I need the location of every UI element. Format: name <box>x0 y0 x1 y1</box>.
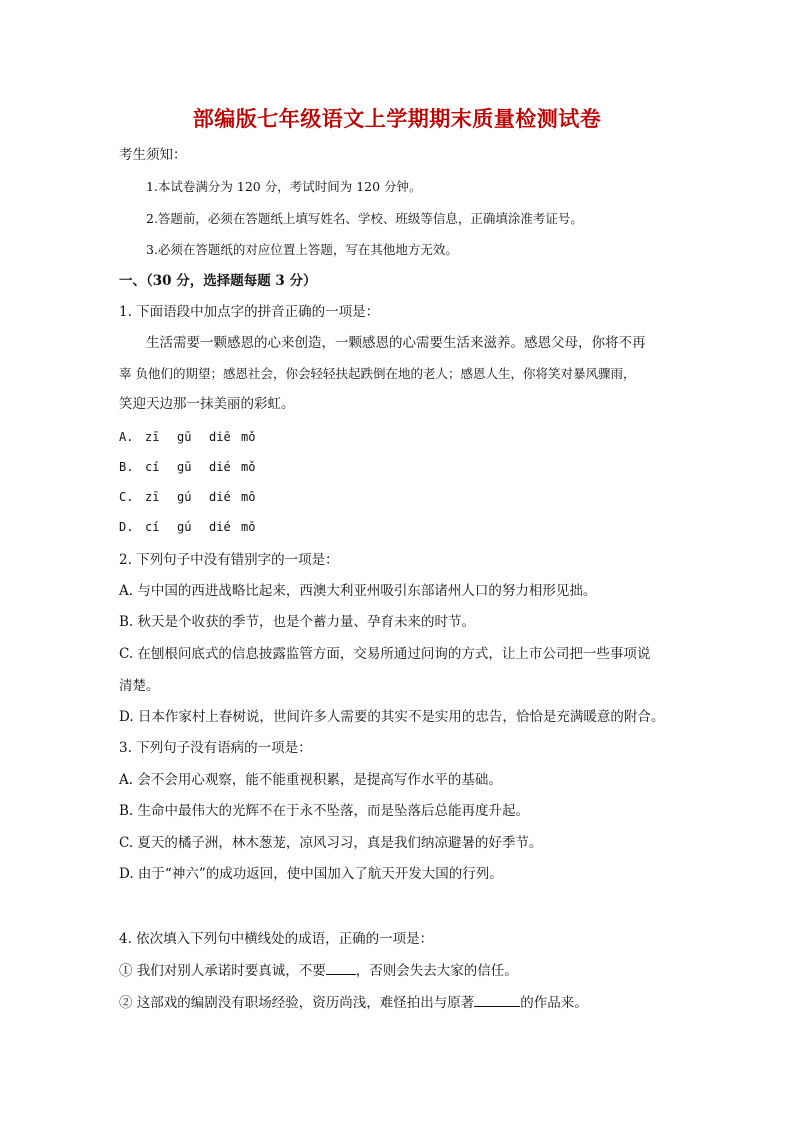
option-b: B. 秋天是个收获的季节，也是个蓄力量、孕育未来的时节。 <box>119 614 476 630</box>
option-c: C. zī gú dié mō <box>119 490 256 504</box>
option-c: C. 在刨根问底式的信息披露监管方面，交易所通过问询的方式，让上市公司把一些事项说 <box>119 646 651 662</box>
passage-line: 生活需要一颗感恩的心来创造，一颗感恩的心需要生活来滋养。感恩父母，你将不再 <box>146 335 646 351</box>
option-a: A. 与中国的西进战略比起来，西澳大利亚州吸引东部诸州人口的努力相形见拙。 <box>119 583 597 599</box>
passage-line: 辜 负他们的期望；感恩社会，你会轻轻扶起跌倒在地的老人；感恩人生，你将笑对暴风骤雨， <box>119 366 636 381</box>
fill-in-item: ② 这部戏的编剧没有职场经验，资历尚浅，难怪拍出与原著 的作品来。 <box>119 992 588 1013</box>
option-b: B. 生命中最伟大的光辉不在于永不坠落，而是坠落后总能再度升起。 <box>119 803 530 819</box>
option-d: D. 由于“神六”的成功返回，使中国加入了航天开发大国的行列。 <box>119 866 503 882</box>
option-a: A. 会不会用心观察，能不能重视积累，是提高写作水平的基础。 <box>119 772 502 788</box>
page-title: 部编版七年级语文上学期期末质量检测试卷 <box>192 106 602 131</box>
notice-item: 1.本试卷满分为 120 分，考试时间为 120 分钟。 <box>146 179 422 194</box>
question-stem: 4. 依次填入下列句中横线处的成语，正确的一项是： <box>119 931 434 947</box>
fill-in-item: ① 我们对别人承诺时要真诚，不要 ，否则会失去大家的信任。 <box>119 960 518 981</box>
option-a: A. zī gū diē mǒ <box>119 430 256 444</box>
option-b: B. cí gū dié mǒ <box>119 460 256 474</box>
notice-item: 2.答题前，必须在答题纸上填写姓名、学校、班级等信息，正确填涂准考证号。 <box>146 211 583 226</box>
notice-item: 3.必须在答题纸的对应位置上答题，写在其他地方无效。 <box>146 242 458 257</box>
question-stem: 3. 下列句子没有语病的一项是： <box>119 740 312 756</box>
answer-blank <box>326 960 356 975</box>
option-c: C. 夏天的橘子洲，林木葱茏，凉风习习，真是我们纳凉避暑的好季节。 <box>119 835 543 851</box>
passage-line: 笑迎天边那一抹美丽的彩虹。 <box>119 396 295 412</box>
question-stem: 1. 下面语段中加点字的拼音正确的一项是： <box>119 304 380 320</box>
option-c-continued: 清楚。 <box>119 678 160 694</box>
option-d: D. cí gú dié mō <box>119 520 256 534</box>
notice-heading: 考生须知： <box>119 147 187 163</box>
answer-blank <box>474 992 520 1007</box>
section-heading: 一、（30 分，选择题每题 3 分） <box>119 273 317 289</box>
option-d: D. 日本作家村上春树说，世间许多人需要的其实不是实用的忠告，恰恰是充满暖意的附合。 <box>119 709 665 725</box>
question-stem: 2. 下列句子中没有错别字的一项是： <box>119 552 339 568</box>
